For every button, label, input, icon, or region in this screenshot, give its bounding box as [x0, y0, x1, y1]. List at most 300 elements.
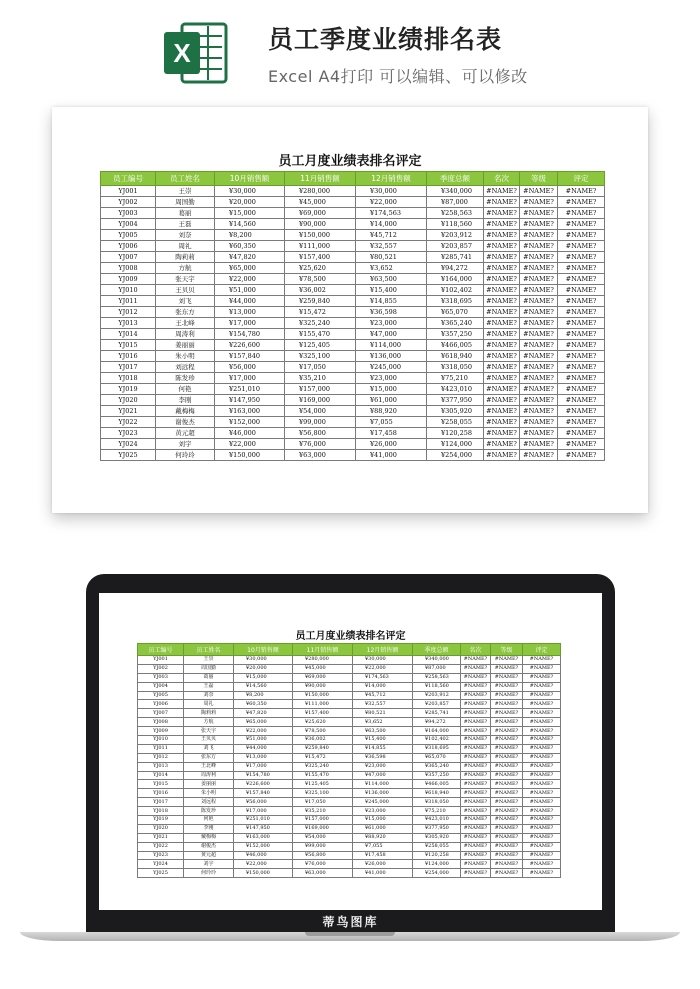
table-cell: #NAME?	[461, 736, 491, 745]
table-cell: 张东方	[156, 307, 215, 318]
table-cell: ¥3,652	[353, 718, 413, 727]
table-cell: #NAME?	[484, 296, 520, 307]
column-header: 12月销售额	[353, 644, 413, 656]
excel-logo-letter: X	[173, 38, 191, 68]
table-cell: #NAME?	[558, 318, 605, 329]
table-cell: ¥118,560	[427, 219, 484, 230]
table-cell: #NAME?	[558, 417, 605, 428]
table-cell: ¥20,000	[215, 197, 285, 208]
table-cell: ¥258,563	[413, 673, 461, 682]
table-cell: #NAME?	[491, 744, 523, 753]
table-cell: 姜丽丽	[184, 780, 234, 789]
table-cell: #NAME?	[461, 664, 491, 673]
table-cell: #NAME?	[461, 771, 491, 780]
table-row	[138, 851, 561, 860]
column-header: 名次	[461, 644, 491, 656]
table-cell: #NAME?	[491, 682, 523, 691]
table-cell: YJ008	[138, 718, 184, 727]
table-cell: #NAME?	[558, 340, 605, 351]
table-cell: YJ022	[101, 417, 156, 428]
table-cell: ¥69,000	[285, 208, 356, 219]
table-cell: #NAME?	[484, 208, 520, 219]
table-cell: #NAME?	[461, 709, 491, 718]
table-cell: ¥35,210	[293, 807, 353, 816]
table-cell: ¥305,920	[413, 833, 461, 842]
table-cell: 黄元超	[156, 428, 215, 439]
table-row	[101, 417, 605, 428]
table-cell: ¥340,000	[427, 186, 484, 197]
table-row	[101, 274, 605, 285]
column-header: 11月销售额	[293, 644, 353, 656]
table-cell: YJ001	[101, 186, 156, 197]
table-cell: ¥65,000	[234, 718, 293, 727]
table-cell: #NAME?	[523, 851, 561, 860]
table-cell: ¥17,458	[356, 428, 427, 439]
table-cell: ¥25,620	[285, 263, 356, 274]
table-row	[138, 656, 561, 665]
table-header	[138, 644, 561, 656]
table-cell: ¥618,940	[427, 351, 484, 362]
table-cell: ¥466,005	[427, 340, 484, 351]
table-cell: #NAME?	[491, 789, 523, 798]
table-cell: #NAME?	[523, 762, 561, 771]
table-cell: #NAME?	[461, 869, 491, 878]
table-cell: #NAME?	[461, 718, 491, 727]
table-cell: ¥17,458	[353, 851, 413, 860]
table-cell: #NAME?	[461, 700, 491, 709]
table-cell: ¥155,470	[293, 771, 353, 780]
table-cell: #NAME?	[520, 450, 558, 461]
table-cell: #NAME?	[461, 807, 491, 816]
table-cell: ¥8,200	[234, 691, 293, 700]
table-cell: ¥259,840	[293, 744, 353, 753]
table-cell: ¥99,000	[293, 842, 353, 851]
table-cell: ¥15,000	[215, 208, 285, 219]
table-row	[101, 439, 605, 450]
table-cell: ¥47,820	[234, 709, 293, 718]
table-cell: ¥41,000	[356, 450, 427, 461]
table-row	[138, 833, 561, 842]
table-cell: #NAME?	[523, 860, 561, 869]
table-cell: 李刚	[156, 395, 215, 406]
table-cell: 何艳	[156, 384, 215, 395]
table-cell: #NAME?	[520, 340, 558, 351]
table-cell: YJ018	[101, 373, 156, 384]
table-cell: ¥163,000	[234, 833, 293, 842]
table-cell: YJ025	[138, 869, 184, 878]
table-cell: YJ020	[138, 824, 184, 833]
table-cell: #NAME?	[491, 718, 523, 727]
column-header: 等级	[520, 172, 558, 186]
table-cell: YJ007	[101, 252, 156, 263]
table-cell: #NAME?	[520, 351, 558, 362]
table-cell: ¥7,055	[353, 842, 413, 851]
table-cell: #NAME?	[461, 673, 491, 682]
table-cell: #NAME?	[520, 197, 558, 208]
column-header: 员工姓名	[184, 644, 234, 656]
table-cell: #NAME?	[484, 263, 520, 274]
column-header: 11月销售额	[285, 172, 356, 186]
table-cell: ¥203,912	[427, 230, 484, 241]
table-cell: ¥30,000	[215, 186, 285, 197]
table-cell: 刘飞	[156, 296, 215, 307]
table-cell: #NAME?	[523, 691, 561, 700]
table-cell: #NAME?	[523, 798, 561, 807]
table-cell: 王贝贝	[184, 736, 234, 745]
table-cell: ¥13,000	[234, 753, 293, 762]
table-cell: ¥226,600	[234, 780, 293, 789]
table-cell: #NAME?	[523, 833, 561, 842]
table-cell: 谢俊杰	[184, 842, 234, 851]
table-cell: #NAME?	[461, 691, 491, 700]
table-cell: #NAME?	[461, 833, 491, 842]
table-cell: ¥14,855	[353, 744, 413, 753]
table-cell: #NAME?	[491, 860, 523, 869]
table-cell: ¥20,000	[234, 664, 293, 673]
table-cell: YJ010	[138, 736, 184, 745]
table-cell: 葛丽	[156, 208, 215, 219]
table-cell: 张东方	[184, 753, 234, 762]
table-cell: YJ005	[101, 230, 156, 241]
table-cell: #NAME?	[461, 762, 491, 771]
table-header	[101, 172, 605, 186]
table-cell: ¥152,000	[234, 842, 293, 851]
table-cell: #NAME?	[520, 285, 558, 296]
table-row	[101, 307, 605, 318]
table-cell: 刘奈	[184, 691, 234, 700]
table-cell: ¥14,000	[356, 219, 427, 230]
column-header: 员工编号	[101, 172, 156, 186]
table-cell: 王崇	[184, 656, 234, 665]
table-cell: #NAME?	[523, 869, 561, 878]
table-cell: ¥377,950	[413, 824, 461, 833]
table-cell: #NAME?	[523, 842, 561, 851]
table-cell: ¥466,005	[413, 780, 461, 789]
table-cell: ¥15,000	[353, 816, 413, 825]
table-cell: YJ004	[138, 682, 184, 691]
table-cell: ¥203,912	[413, 691, 461, 700]
table-cell: ¥8,200	[215, 230, 285, 241]
table-row	[138, 869, 561, 878]
table-cell: ¥26,000	[353, 860, 413, 869]
table-cell: #NAME?	[520, 395, 558, 406]
table-cell: #NAME?	[558, 406, 605, 417]
table-cell: 朱小明	[184, 789, 234, 798]
table-cell: #NAME?	[484, 197, 520, 208]
table-cell: #NAME?	[523, 744, 561, 753]
table-cell: ¥111,000	[285, 241, 356, 252]
table-cell: ¥32,557	[353, 700, 413, 709]
table-row	[138, 664, 561, 673]
table-cell: ¥154,780	[234, 771, 293, 780]
table-cell: ¥305,920	[427, 406, 484, 417]
table-cell: 周涛利	[156, 329, 215, 340]
table-cell: ¥259,840	[285, 296, 356, 307]
table-cell: #NAME?	[523, 673, 561, 682]
table-cell: YJ025	[101, 450, 156, 461]
table-cell: #NAME?	[484, 329, 520, 340]
table-cell: #NAME?	[558, 285, 605, 296]
table-row	[138, 824, 561, 833]
table-cell: ¥45,712	[353, 691, 413, 700]
sheet-title: 员工月度业绩表排名评定	[278, 154, 422, 169]
table-cell: 王磊	[156, 219, 215, 230]
table-cell: #NAME?	[523, 700, 561, 709]
table-cell: 张天宇	[156, 274, 215, 285]
table-cell: ¥22,000	[215, 439, 285, 450]
table-cell: ¥22,000	[234, 860, 293, 869]
table-cell: #NAME?	[520, 274, 558, 285]
table-cell: ¥7,055	[356, 417, 427, 428]
table-cell: ¥15,000	[356, 384, 427, 395]
table-cell: #NAME?	[491, 780, 523, 789]
table-cell: #NAME?	[558, 373, 605, 384]
table-row	[138, 771, 561, 780]
table-cell: ¥94,272	[427, 263, 484, 274]
table-cell: #NAME?	[461, 842, 491, 851]
table-cell: #NAME?	[558, 351, 605, 362]
table-cell: 王磊	[184, 682, 234, 691]
table-cell: #NAME?	[523, 771, 561, 780]
table-cell: ¥357,250	[427, 329, 484, 340]
laptop-chin	[86, 910, 615, 934]
table-cell: YJ016	[138, 789, 184, 798]
table-cell: ¥318,050	[427, 362, 484, 373]
table-cell: ¥163,000	[215, 406, 285, 417]
table-cell: ¥280,000	[293, 656, 353, 665]
table-cell: 王北峰	[184, 762, 234, 771]
excel-icon	[162, 20, 228, 86]
table-cell: YJ009	[101, 274, 156, 285]
table-cell: ¥32,557	[356, 241, 427, 252]
table-cell: YJ003	[138, 673, 184, 682]
table-cell: #NAME?	[558, 307, 605, 318]
table-cell: #NAME?	[461, 798, 491, 807]
table-row	[138, 736, 561, 745]
table-cell: #NAME?	[491, 816, 523, 825]
table-cell: 周国勤	[184, 664, 234, 673]
table-cell: ¥15,472	[285, 307, 356, 318]
table-cell: YJ015	[101, 340, 156, 351]
table-cell: #NAME?	[484, 241, 520, 252]
table-cell: ¥99,000	[285, 417, 356, 428]
table-cell: ¥251,010	[234, 816, 293, 825]
table-cell: 王贝贝	[156, 285, 215, 296]
table-cell: #NAME?	[461, 727, 491, 736]
table-cell: ¥14,855	[356, 296, 427, 307]
table-cell: ¥35,210	[285, 373, 356, 384]
table-cell: YJ024	[101, 439, 156, 450]
table-cell: ¥56,800	[293, 851, 353, 860]
table-cell: YJ003	[101, 208, 156, 219]
table-row	[138, 673, 561, 682]
table-row	[138, 780, 561, 789]
table-cell: #NAME?	[558, 197, 605, 208]
table-cell: #NAME?	[491, 753, 523, 762]
table-cell: ¥69,000	[293, 673, 353, 682]
table-cell: #NAME?	[484, 186, 520, 197]
table-cell: YJ023	[138, 851, 184, 860]
table-cell: ¥23,000	[356, 373, 427, 384]
table-row	[138, 762, 561, 771]
table-cell: ¥174,563	[353, 673, 413, 682]
table-cell: #NAME?	[558, 241, 605, 252]
table-cell: ¥150,000	[234, 869, 293, 878]
table-cell: #NAME?	[558, 384, 605, 395]
table-cell: YJ010	[101, 285, 156, 296]
table-cell: #NAME?	[461, 851, 491, 860]
table-cell: #NAME?	[461, 744, 491, 753]
table-cell: ¥63,000	[285, 450, 356, 461]
table-cell: ¥17,050	[293, 798, 353, 807]
table-cell: #NAME?	[523, 824, 561, 833]
table-cell: ¥23,000	[353, 762, 413, 771]
table-cell: #NAME?	[491, 673, 523, 682]
table-cell: ¥618,940	[413, 789, 461, 798]
table-cell: #NAME?	[558, 274, 605, 285]
header-row	[101, 172, 605, 186]
column-header: 10月销售额	[215, 172, 285, 186]
table-cell: ¥25,620	[293, 718, 353, 727]
table-cell: #NAME?	[491, 771, 523, 780]
table-cell: ¥136,000	[356, 351, 427, 362]
table-cell: 陶莉莉	[184, 709, 234, 718]
table-cell: #NAME?	[461, 682, 491, 691]
table-cell: #NAME?	[461, 789, 491, 798]
table-cell: ¥174,563	[356, 208, 427, 219]
table-cell: ¥114,000	[353, 780, 413, 789]
table-cell: #NAME?	[484, 384, 520, 395]
table-cell: ¥15,400	[356, 285, 427, 296]
table-cell: ¥157,000	[285, 384, 356, 395]
table-cell: #NAME?	[523, 736, 561, 745]
table-cell: ¥226,600	[215, 340, 285, 351]
table-cell: ¥45,000	[285, 197, 356, 208]
table-cell: ¥147,950	[234, 824, 293, 833]
table-cell: #NAME?	[520, 384, 558, 395]
table-cell: ¥46,000	[234, 851, 293, 860]
table-cell: ¥90,000	[285, 219, 356, 230]
table-cell: #NAME?	[520, 439, 558, 450]
table-cell: ¥61,000	[353, 824, 413, 833]
table-cell: #NAME?	[558, 450, 605, 461]
table-cell: YJ011	[138, 744, 184, 753]
table-cell: #NAME?	[558, 329, 605, 340]
table-cell: #NAME?	[523, 753, 561, 762]
table-cell: YJ018	[138, 807, 184, 816]
table-cell: YJ005	[138, 691, 184, 700]
table-cell: #NAME?	[484, 373, 520, 384]
table-cell: ¥157,840	[234, 789, 293, 798]
table-cell: YJ022	[138, 842, 184, 851]
table-cell: #NAME?	[520, 219, 558, 230]
table-cell: 周国勤	[156, 197, 215, 208]
column-header: 等级	[491, 644, 523, 656]
table-cell: ¥46,000	[215, 428, 285, 439]
table-cell: YJ016	[101, 351, 156, 362]
table-cell: ¥45,712	[356, 230, 427, 241]
column-header: 评定	[523, 644, 561, 656]
table-row	[101, 340, 605, 351]
table-cell: ¥17,000	[215, 373, 285, 384]
table-cell: ¥258,055	[413, 842, 461, 851]
table-cell: #NAME?	[461, 824, 491, 833]
table-cell: ¥114,000	[356, 340, 427, 351]
table-cell: ¥325,100	[293, 789, 353, 798]
table-cell: #NAME?	[484, 340, 520, 351]
table-cell: ¥318,695	[413, 744, 461, 753]
table-cell: 陈发珍	[184, 807, 234, 816]
table-cell: ¥17,050	[285, 362, 356, 373]
table-cell: #NAME?	[520, 263, 558, 274]
table-cell: YJ012	[138, 753, 184, 762]
table-cell: ¥13,000	[215, 307, 285, 318]
table-cell: ¥285,741	[413, 709, 461, 718]
table-cell: ¥14,560	[234, 682, 293, 691]
table-cell: #NAME?	[523, 727, 561, 736]
table-cell: ¥14,560	[215, 219, 285, 230]
table-cell: ¥251,010	[215, 384, 285, 395]
table-row	[101, 285, 605, 296]
performance-table	[100, 171, 605, 461]
table-cell: ¥65,070	[413, 753, 461, 762]
table-cell: ¥60,350	[234, 700, 293, 709]
table-cell: 戴梅梅	[184, 833, 234, 842]
table-cell: ¥423,010	[413, 816, 461, 825]
table-cell: ¥124,000	[413, 860, 461, 869]
table-cell: #NAME?	[484, 219, 520, 230]
table-cell: ¥56,000	[215, 362, 285, 373]
table-cell: ¥45,000	[293, 664, 353, 673]
table-cell: ¥157,840	[215, 351, 285, 362]
table-cell: 朱小明	[156, 351, 215, 362]
table-cell: YJ023	[101, 428, 156, 439]
table-row	[101, 384, 605, 395]
table-cell: #NAME?	[484, 318, 520, 329]
table-cell: ¥325,100	[285, 351, 356, 362]
table-cell: #NAME?	[491, 691, 523, 700]
table-cell: ¥17,000	[234, 762, 293, 771]
table-cell: ¥78,500	[293, 727, 353, 736]
table-cell: ¥22,000	[356, 197, 427, 208]
table-cell: #NAME?	[484, 417, 520, 428]
table-cell: ¥377,950	[427, 395, 484, 406]
table-cell: ¥258,055	[427, 417, 484, 428]
sheet-preview-paper	[52, 107, 648, 513]
table-cell: 刘飞	[184, 744, 234, 753]
table-cell: ¥78,500	[285, 274, 356, 285]
table-cell: YJ021	[138, 833, 184, 842]
page-subtitle: Excel A4打印 可以编辑、可以修改	[268, 67, 528, 86]
laptop-notch	[305, 932, 395, 936]
table-cell: 周涛利	[184, 771, 234, 780]
table-cell: ¥56,800	[285, 428, 356, 439]
table-row	[101, 406, 605, 417]
table-cell: #NAME?	[520, 417, 558, 428]
table-cell: #NAME?	[491, 824, 523, 833]
table-cell: 方航	[184, 718, 234, 727]
table-body	[138, 656, 561, 878]
table-row	[138, 682, 561, 691]
table-body	[101, 186, 605, 461]
table-cell: ¥365,240	[413, 762, 461, 771]
table-cell: ¥88,920	[356, 406, 427, 417]
table-cell: #NAME?	[484, 362, 520, 373]
table-cell: ¥60,350	[215, 241, 285, 252]
table-cell: #NAME?	[523, 709, 561, 718]
table-row	[101, 252, 605, 263]
table-cell: #NAME?	[558, 296, 605, 307]
